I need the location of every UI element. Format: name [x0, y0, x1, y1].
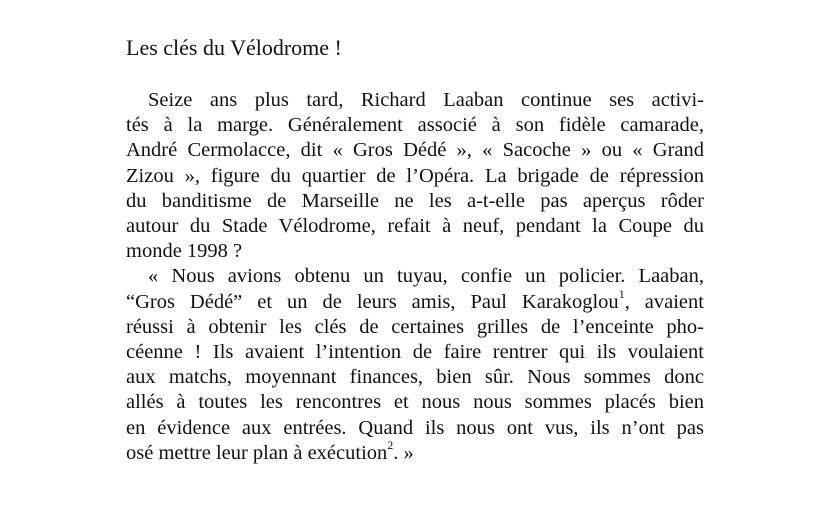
- text-segment: osé mettre leur plan à exécution: [126, 441, 388, 464]
- body-text: [126, 88, 704, 466]
- footnote-marker[interactable]: 1: [618, 286, 625, 301]
- section-heading: Les clés du Vélodrome !: [126, 35, 342, 60]
- text-line: tés à la marge. Généralement associé à son fidèle camarade,: [126, 114, 704, 137]
- text-line: Seize ans plus tard, Richard Laaban continue ses activi-: [148, 89, 704, 111]
- text-line: Zizou », figure du quartier de l’Opéra. La brigade de répression: [126, 164, 704, 187]
- text-segment: , avaient: [624, 290, 704, 313]
- text-line: réussi à obtenir les clés de certaines grilles de l’enceinte pho-: [126, 315, 704, 338]
- text-segment: “Gros Dédé” et un de leurs amis, Paul Karakoglou: [126, 290, 619, 313]
- text-line: allés à toutes les rencontres et nous nous sommes placés bien: [126, 391, 704, 414]
- text-line: du banditisme de Marseille ne les a-t-elle pas aperçus rôder: [126, 189, 704, 212]
- paragraph-2-quote: [126, 264, 704, 466]
- text-segment: . »: [393, 441, 414, 464]
- text-line: autour du Stade Vélodrome, refait à neuf, pendant la Coupe du: [126, 215, 704, 238]
- text-line: « Nous avions obtenu un tuyau, confie un policier. Laaban,: [148, 265, 704, 288]
- text-line: céenne ! Ils avaient l’intention de faire rentrer qui ils voulaient: [126, 341, 704, 364]
- text-line: aux matchs, moyennant finances, bien sûr. Nous sommes donc: [126, 366, 704, 389]
- footnote-marker[interactable]: 2: [387, 438, 394, 453]
- text-line: André Cermolacce, dit « Gros Dédé », « Sacoche » ou « Grand: [126, 139, 704, 162]
- text-line: monde 1998 ?: [126, 240, 243, 263]
- paragraph-1: [126, 88, 704, 264]
- text-line-with-footnote: [126, 286, 704, 315]
- text-line-with-footnote: [126, 438, 704, 466]
- text-line: en évidence aux entrées. Quand ils nous ont vus, ils n’ont pas: [126, 416, 704, 439]
- page-crop-edge: [0, 476, 828, 524]
